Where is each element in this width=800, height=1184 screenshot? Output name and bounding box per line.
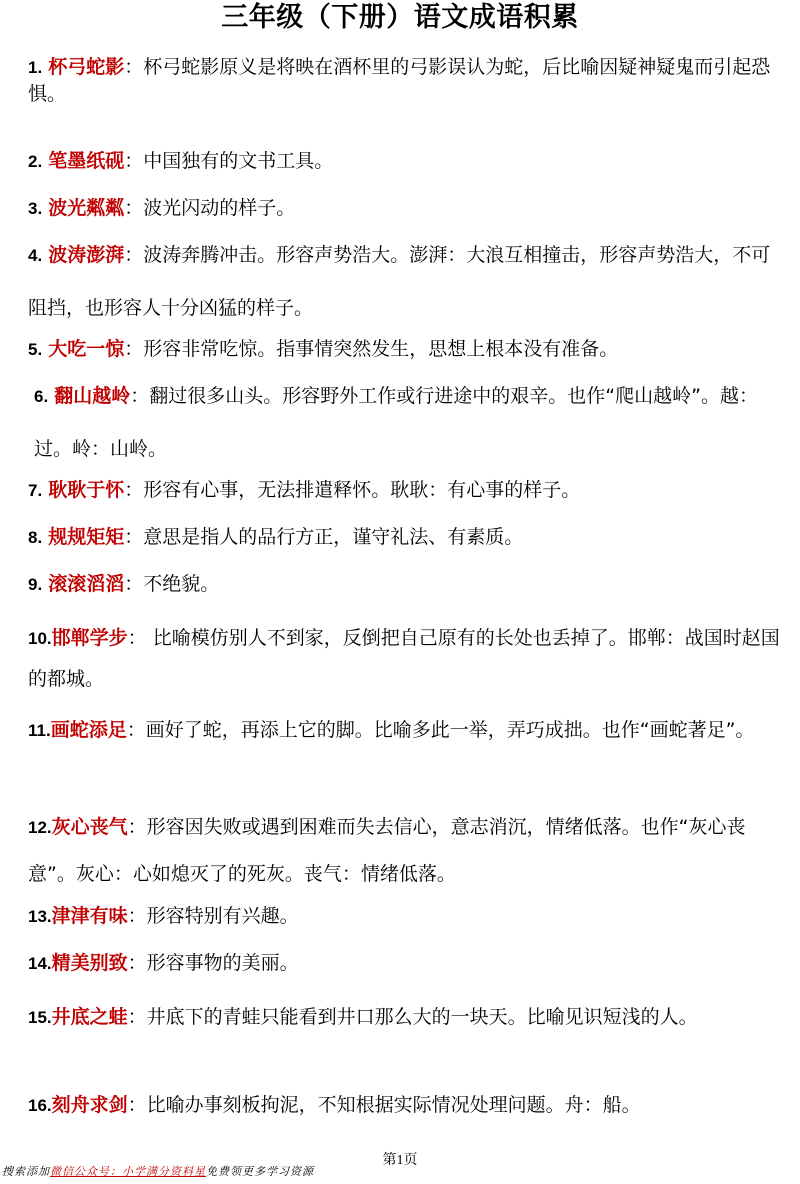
separator: ： [124,150,144,172]
idiom-definition: 翻过很多山头。形容野外工作或行进途中的艰辛。也作“爬山越岭”。越：过。岭：山岭。 [34,385,758,460]
entry-10 [28,618,786,699]
entry-14 [28,950,786,977]
separator: ： [124,338,144,360]
entry-6 [34,370,786,475]
idiom-term: 精美别致 [51,952,128,974]
entry-number: 12. [28,818,52,837]
entry-16 [28,1092,786,1119]
entry-number: 5. [28,340,43,359]
idiom-term: 笔墨纸砚 [48,150,125,172]
entry-15 [28,997,786,1038]
idiom-definition: 形容事物的美丽。 [146,952,299,974]
entry-number: 10. [28,629,52,648]
idiom-definition: 不绝貌。 [143,573,220,595]
footer-ad-text [2,1164,314,1180]
entry-5 [28,336,786,363]
idiom-definition: 井底下的青蛙只能看到井口那么大的一块天。比喻见识短浅的人。 [146,1006,698,1028]
idiom-term: 规规矩矩 [48,526,125,548]
idiom-term: 邯郸学步 [51,627,128,649]
separator: ： [127,905,147,927]
idiom-definition: 形容因失败或遇到困难而失去信心，意志消沉，情绪低落。也作“灰心丧意”。灰心：心如熄灭了的死灰。丧气：情绪低落。 [28,816,746,885]
entry-number: 11. [28,721,51,740]
idiom-term: 画蛇添足 [50,719,127,741]
footer-ad-account: 微信公众号：小学满分资料星 [50,1165,206,1178]
separator: ： [127,1006,147,1028]
footer-ad-suffix: 免费领更多学习资源 [206,1165,314,1178]
entry-number: 9. [28,575,43,594]
page-number: 第1页 [382,1153,418,1168]
idiom-term: 耿耿于怀 [48,479,125,501]
entry-number: 1. [28,58,43,77]
separator: ： [127,952,147,974]
page-title: 三年级（下册）语文成语积累 [221,2,579,33]
idiom-definition: 波光闪动的样子。 [143,197,296,219]
idiom-definition: 形容非常吃惊。指事情突然发生，思想上根本没有准备。 [143,338,619,360]
entry-4 [28,229,786,334]
separator: ： [127,627,147,649]
entry-number: 3. [28,199,43,218]
separator: ： [126,719,146,741]
separator: ： [124,56,144,78]
footer-ad-prefix: 搜索添加 [2,1165,50,1178]
entry-number: 6. [34,387,49,406]
separator: ： [127,1094,147,1116]
entry-number: 2. [28,152,43,171]
idiom-term: 杯弓蛇影 [48,56,125,78]
entry-number: 8. [28,528,43,547]
entry-8 [28,524,786,551]
idiom-term: 刻舟求剑 [51,1094,128,1116]
entry-number: 15. [28,1008,52,1027]
idiom-definition: 意思是指人的品行方正，谨守礼法、有素质。 [143,526,524,548]
entry-9 [28,571,786,598]
entry-1 [28,54,786,107]
entry-12 [28,804,786,897]
entry-number: 13. [28,907,52,926]
idiom-definition: 画好了蛇，再添上它的脚。比喻多此一举，弄巧成拙。也作“画蛇著足”。 [145,719,755,741]
entry-number: 7. [28,481,43,500]
idiom-definition: 形容特别有兴趣。 [146,905,299,927]
idiom-term: 大吃一惊 [48,338,125,360]
entry-2 [28,148,786,175]
idiom-term: 翻山越岭 [54,385,131,407]
separator: ： [124,244,144,266]
idiom-term: 波涛澎湃 [48,244,125,266]
separator: ： [124,573,144,595]
separator: ： [124,197,144,219]
separator: ： [124,479,144,501]
entry-number: 14. [28,954,52,973]
idiom-term: 灰心丧气 [51,816,128,838]
entry-3 [28,195,786,222]
idiom-definition: 形容有心事，无法排遣释怀。耿耿：有心事的样子。 [143,479,581,501]
entry-13 [28,903,786,930]
idiom-definition: 比喻模仿别人不到家，反倒把自己原有的长处也丢掉了。邯郸：战国时赵国的都城。 [28,627,780,690]
idiom-term: 津津有味 [51,905,128,927]
entry-number: 16. [28,1096,52,1115]
separator: ： [130,385,150,407]
entry-7 [28,477,786,504]
idiom-term: 波光粼粼 [48,197,125,219]
separator: ： [124,526,144,548]
entry-number: 4. [28,246,43,265]
idiom-definition: 中国独有的文书工具。 [143,150,334,172]
idiom-definition: 波涛奔腾冲击。形容声势浩大。澎湃：大浪互相撞击，形容声势浩大，不可阻挡，也形容人十分凶猛的样子。 [28,244,771,319]
idiom-definition: 杯弓蛇影原义是将映在酒杯里的弓影误认为蛇，后比喻因疑神疑鬼而引起恐惧。 [28,56,771,105]
entry-11 [28,710,786,751]
idiom-definition: 比喻办事刻板拘泥，不知根据实际情况处理问题。舟：船。 [146,1094,641,1116]
separator: ： [127,816,147,838]
idiom-term: 滚滚滔滔 [48,573,125,595]
idiom-term: 井底之蛙 [51,1006,128,1028]
